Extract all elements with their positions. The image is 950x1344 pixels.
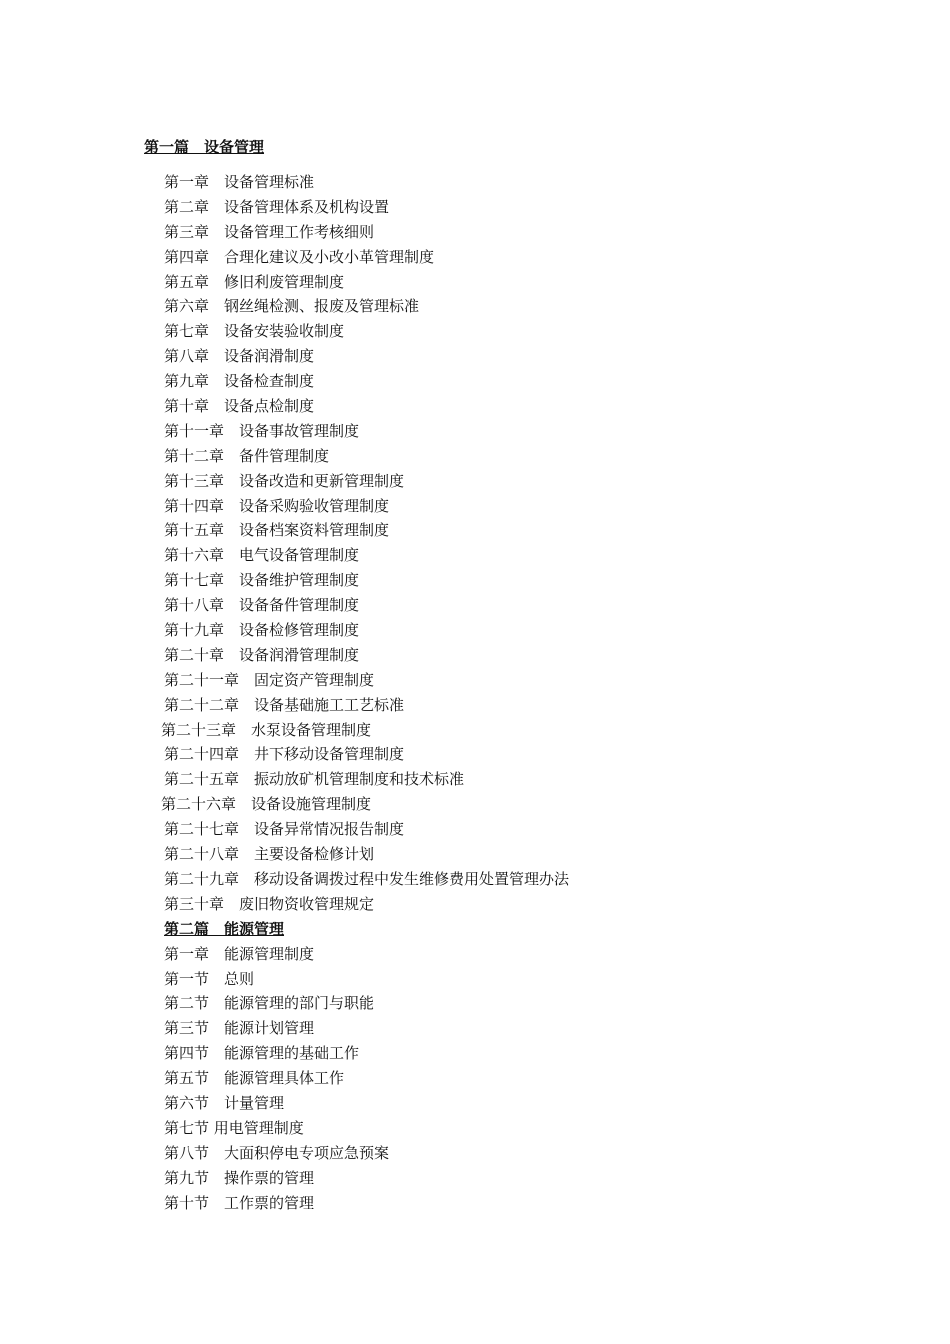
toc-section: 第七节 用电管理制度 — [164, 1118, 304, 1137]
toc-chapter: 第二章 设备管理体系及机构设置 — [164, 197, 390, 216]
toc-chapter: 第二十二章 设备基础施工工艺标准 — [164, 695, 405, 714]
toc-chapter: 第十六章 电气设备管理制度 — [164, 546, 360, 565]
part-one-heading: 第一篇 设备管理 — [144, 138, 265, 156]
toc-chapter: 第二十三章 水泵设备管理制度 — [161, 720, 372, 739]
toc-chapter: 第十八章 设备备件管理制度 — [164, 596, 360, 615]
toc-chapter: 第二十一章 固定资产管理制度 — [164, 670, 375, 689]
table-of-contents — [161, 170, 570, 1215]
toc-chapter: 第一章 能源管理制度 — [164, 944, 315, 963]
toc-chapter: 第十一章 设备事故管理制度 — [164, 421, 360, 440]
toc-chapter: 第十九章 设备检修管理制度 — [164, 621, 360, 640]
toc-chapter: 第一章 设备管理标准 — [164, 173, 315, 191]
toc-section: 第四节 能源管理的基础工作 — [164, 1044, 360, 1063]
toc-chapter: 第十四章 设备采购验收管理制度 — [164, 496, 390, 515]
toc-chapter: 第七章 设备安装验收制度 — [164, 322, 345, 341]
part-two-heading: 第二篇 能源管理 — [164, 919, 285, 938]
toc-chapter: 第十三章 设备改造和更新管理制度 — [164, 471, 405, 490]
toc-chapter: 第六章 钢丝绳检测、报废及管理标准 — [164, 297, 420, 316]
toc-chapter: 第十章 设备点检制度 — [164, 397, 315, 416]
toc-chapter: 第二十四章 井下移动设备管理制度 — [164, 745, 405, 764]
toc-chapter: 第三章 设备管理工作考核细则 — [164, 222, 375, 241]
toc-section: 第一节 总则 — [164, 969, 255, 988]
toc-chapter: 第二十五章 振动放矿机管理制度和技术标准 — [164, 770, 465, 789]
toc-chapter: 第九章 设备检查制度 — [164, 372, 315, 391]
toc-chapter: 第二十章 设备润滑管理制度 — [164, 645, 360, 664]
toc-section: 第九节 操作票的管理 — [164, 1168, 315, 1187]
toc-chapter: 第二十七章 设备异常情况报告制度 — [164, 820, 405, 839]
toc-section: 第五节 能源管理具体工作 — [164, 1069, 345, 1088]
toc-chapter: 第二十六章 设备设施管理制度 — [161, 795, 372, 814]
toc-chapter: 第二十九章 移动设备调拨过程中发生维修费用处置管理办法 — [164, 869, 570, 888]
toc-section: 第十节 工作票的管理 — [164, 1193, 315, 1212]
toc-section: 第六节 计量管理 — [164, 1093, 285, 1112]
toc-chapter: 第四章 合理化建议及小改小革管理制度 — [164, 247, 435, 266]
toc-chapter: 第十七章 设备维护管理制度 — [164, 571, 360, 590]
toc-chapter: 第十二章 备件管理制度 — [164, 446, 330, 465]
toc-chapter: 第二十八章 主要设备检修计划 — [164, 845, 375, 864]
toc-chapter: 第十五章 设备档案资料管理制度 — [164, 521, 390, 540]
toc-section: 第八节 大面积停电专项应急预案 — [164, 1143, 390, 1162]
toc-section: 第二节 能源管理的部门与职能 — [164, 994, 375, 1013]
toc-chapter: 第八章 设备润滑制度 — [164, 347, 315, 366]
toc-section: 第三节 能源计划管理 — [164, 1019, 315, 1038]
toc-chapter: 第五章 修旧利废管理制度 — [164, 272, 345, 291]
toc-chapter: 第三十章 废旧物资收管理规定 — [164, 894, 375, 913]
